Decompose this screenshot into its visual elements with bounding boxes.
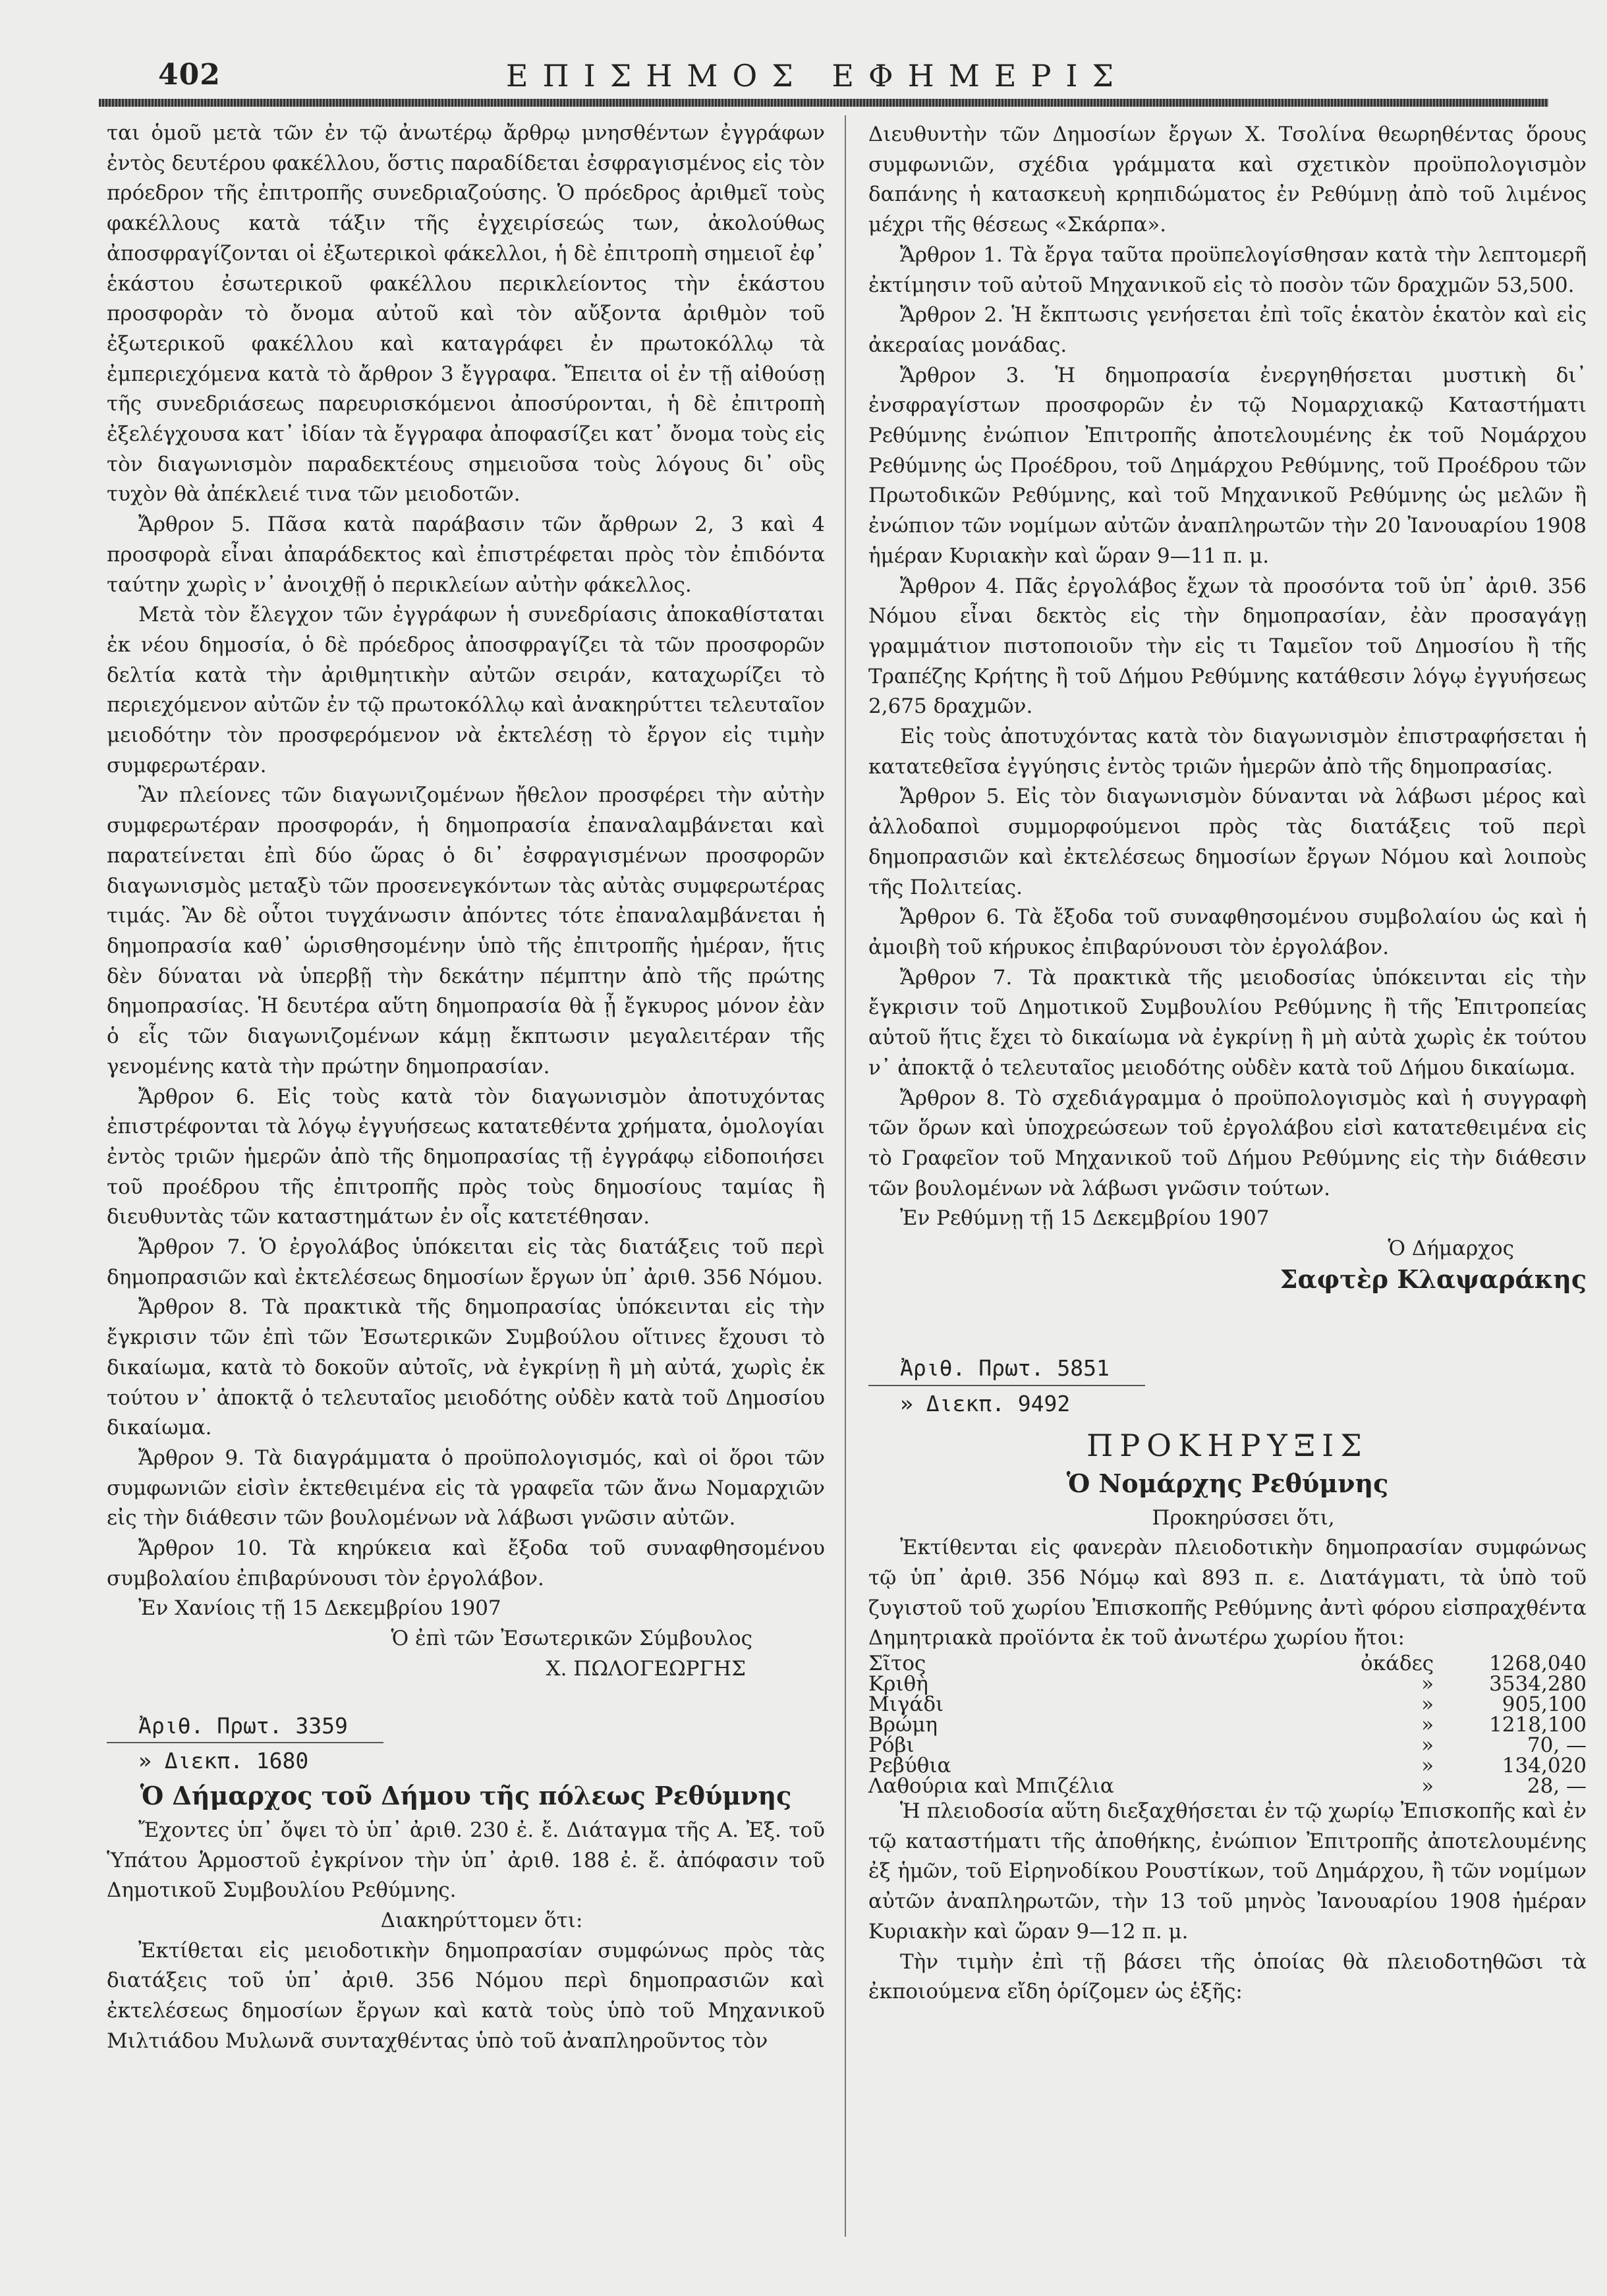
grain-unit: »: [1421, 1713, 1434, 1737]
right-article: Ἄρθρον 6. Τὰ ἔξοδα τοῦ συναφθησομένου συμβολαίου ὡς καὶ ἡ ἀμοιβὴ τοῦ κήρυκος ἐπιβαρύνουσι τὸν ἐργολάβον.: [868, 905, 1587, 959]
ref-rule: [107, 1742, 383, 1743]
left-paragraph: Ἂν πλείονες τῶν διαγωνιζομένων ἤθελον προσφέρει τὴν αὐτὴν συμφερωτέραν προσφοράν, ἡ δημοπρασία ἐπαναλαμβάνεται καὶ παρατείνεται ἐπὶ δύο ὥρας ὁ δι᾽ ἐσφραγισμένων προσφορῶν διαγωνισμὸς μεταξὺ τῶν προσενεγκόντων τὰς αὐτὰς συμφερωτέρας τιμάς. Ἂν δὲ οὗτοι τυγχάνωσιν ἀπόντες τότε ἐπαναλαμβάνεται ἡ δημοπρασία καθ᾽ ὡρισθησομένην ὑπὸ τῆς ἐπιτροπῆς ἡμέραν, ἥτις δὲν δύναται νὰ ὑπερβῇ τὴν δεκάτην πέμπτην ἀπὸ τῆς πρώτης δημοπρασίας. Ἡ δευτέρα αὕτη δημοπρασία θὰ ᾖ ἔγκυρος μόνον ἐὰν ὁ εἷς τῶν διαγωνιζομένων κάμῃ ἔκπτωσιν μεγαλειτέραν τῆς γενομένης κατὰ τὴν πρώτην δημοπρασίαν.: [107, 783, 825, 1078]
grain-qty: 3534,280: [1489, 1672, 1587, 1696]
left-paragraph: Ἐκτίθεται εἰς μειοδοτικὴν δημοπρασίαν συμφώνως πρὸς τὰς διατάξεις τοῦ ὑπ᾽ ἀριθ. 356 Νόμου περὶ δημοπρασιῶν καὶ ἐκτελέσεως δημοσίων ἔργων καὶ κατὰ τοὺς ὑπὸ τοῦ Μηχανικοῦ Μιλτιάδου Μυλωνᾶ συνταχθέντας ὑπὸ τοῦ ἀναπληροῦντος τὸν: [107, 1938, 825, 2053]
grain-name: Κριθὴ: [868, 1672, 928, 1696]
left-paragraph: Μετὰ τὸν ἔλεγχον τῶν ἐγγράφων ἡ συνεδρίασις ἀποκαθίσταται ἐκ νέου δημοσία, ὁ δὲ πρόεδρος ἀποσφραγίζει τὰ τῶν προσφορῶν δελτία κατὰ τὴν ἀριθμητικὴν αὐτῶν σειράν, καταχωρίζει τὸ περιεχόμενον αὐτῶν ἐν τῷ πρωτοκόλλῳ καὶ ἀνακηρύττει τελευταῖον μειοδότην τὸν προσφερόμενον νὰ ἐκτελέσῃ τὸ ἔργον εἰς τιμὴν συμφερωτέραν.: [107, 603, 825, 777]
left-date-line: Ἐν Χανίοις τῇ 15 Δεκεμβρίου 1907: [138, 1596, 501, 1621]
right-date-line: Ἐν Ρεθύμνῃ τῇ 15 Δεκεμβρίου 1907: [900, 1206, 1270, 1231]
grain-row: [868, 1694, 1587, 1715]
grain-qty: 1218,100: [1489, 1713, 1587, 1737]
grain-unit: »: [1421, 1672, 1434, 1696]
grain-name: Μιγάδι: [868, 1693, 944, 1717]
left-notice-heading: Ὁ Δήμαρχος τοῦ Δήμου τῆς πόλεως Ρεθύμνης: [140, 1780, 792, 1810]
grain-name: Σῖτος: [868, 1652, 926, 1676]
right-article: Ἄρθρον 7. Τὰ πρακτικὰ τῆς μειοδοσίας ὑπόκεινται εἰς τὴν ἔγκρισιν τοῦ Δημοτικοῦ Συμβουλίου Ρεθύμνης ἢ τῆς Ἐπιτροπείας αὐτοῦ ἥτις ἔχει τὸ δικαίωμα νὰ ἐγκρίνῃ ἢ μὴ αὐτὰ χωρὶς ἐκ τούτου ν᾽ ἀποκτᾷ ὁ τελευταῖος μειοδότης οὐδὲν κατὰ τοῦ Δήμου δικαίωμα.: [868, 965, 1587, 1080]
grain-name: Βρώμη: [868, 1713, 938, 1737]
page-header: [99, 58, 1535, 98]
left-paragraph: ται ὁμοῦ μετὰ τῶν ἐν τῷ ἀνωτέρῳ ἄρθρῳ μνησθέντων ἐγγράφων ἐντὸς δευτέρου φακέλλου, ὅστις παραδίδεται ἐσφραγισμένος εἰς τὸν πρόεδρον τῆς ἐπιτροπῆς συνεδριαζούσης. Ὁ πρόεδρος ἀριθμεῖ τοὺς φακέλλους κατὰ τάξιν τῆς ἐγχειρίσεώς των, ἀκολούθως ἀποσφραγίζονται οἱ ἐξωτερικοὶ φάκελλοι, ἡ δὲ ἐπιτροπὴ σημειοῖ ἐφ᾽ ἑκάστου ἐσωτερικοῦ φακέλλου περικλείοντος τὴν ἑκάστου προσφορὰν τὸ ὄνομα αὐτοῦ καὶ τὸν αὔξοντα ἀριθμὸν τοῦ ἐξωτερικοῦ φακέλλου καὶ καταγράφει ἐν πρωτοκόλλῳ τὰ ἐμπεριεχόμενα κατὰ τὸ ἄρθρον 3 ἔγγραφα. Ἔπειτα οἱ ἐν τῇ αἰθούσῃ τῆς συνεδριάσεως παρευρισκόμενοι ἀποσύρονται, ἡ δὲ ἐπιτροπὴ ἐξελέγχουσα κατ᾽ ἰδίαν τὰ ἔγγραφα ἀποφασίζει κατ᾽ ὄνομα τοὺς εἰς τὸν διαγωνισμὸν παραδεκτέους σημειοῦσα τοὺς λόγους δι᾽ οὓς τυχὸν θὰ ἀπέκλειέ τινα τῶν μειοδοτῶν.: [107, 121, 825, 507]
grain-unit: »: [1421, 1774, 1434, 1799]
left-paragraph: Ἄρθρον 8. Τὰ πρακτικὰ τῆς δημοπρασίας ὑπόκεινται εἰς τὴν ἔγκρισιν τῶν ἐπὶ τῶν Ἐσωτερικῶν Συμβούλου οἵτινες ἔχουσι τὸ δικαίωμα, κατὰ τὸ δοκοῦν αὐτοῖς, νὰ ἐγκρίνῃ ἢ μὴ αὐτά, χωρὶς ἐκ τούτου ν᾽ ἀποκτᾷ ὁ τελευταῖος μειοδότης οὐδὲν κατὰ τοῦ Δημοσίου δικαίωμα.: [107, 1295, 825, 1440]
grain-name: Ρεβύθια: [868, 1754, 951, 1778]
left-paragraph: Ἔχοντες ὑπ᾽ ὄψει τὸ ὑπ᾽ ἀριθ. 230 ἐ. ἔ. Διάταγμα τῆς Α. Ἐξ. τοῦ Ὑπάτου Ἁρμοστοῦ ἐγκρίνον τὴν ὑπ᾽ ἀριθ. 188 ἐ. ἔ. ἀπόφασιν τοῦ Δημοτικοῦ Συμβουλίου Ρεθύμνης.: [107, 1818, 825, 1903]
grain-qty: 28, —: [1527, 1774, 1587, 1799]
grain-row: [868, 1776, 1587, 1797]
left-ref-protocol: Ἀριθ. Πρωτ. 3359: [138, 1712, 348, 1739]
left-paragraph: Ἄρθρον 9. Τὰ διαγράμματα ὁ προϋπολογισμός, καὶ οἱ ὅροι τῶν συμφωνιῶν εἰσὶν ἐκτεθειμένα εἰς τὰ γραφεῖα τῶν ἄνω Νομαρχιῶν εἰς τὴν διάθεσιν τῶν βουλομένων νὰ λάβωσι γνῶσιν αὐτῶν.: [107, 1445, 825, 1530]
right-article: Ἄρθρον 2. Ἡ ἔκπτωσις γενήσεται ἐπὶ τοῖς ἑκατὸν ἑκατὸν καὶ εἰς ἀκεραίας μονάδας.: [868, 303, 1587, 357]
left-signatory-name: Χ. ΠΩΛΟΓΕΩΡΓΗΣ: [546, 1656, 746, 1681]
grain-table: [868, 1654, 1587, 1797]
spacer: [868, 1294, 1587, 1353]
left-column: [107, 119, 825, 2057]
grain-qty: 70, —: [1527, 1733, 1587, 1758]
left-paragraph: Ἄρθρον 7. Ὁ ἐργολάβος ὑπόκειται εἰς τὰς διατάξεις τοῦ περὶ δημοπρασιῶν καὶ ἐκτελέσεως δημοσίων ἔργων ὑπ᾽ ἀριθ. 356 Νόμου.: [107, 1235, 825, 1289]
left-paragraph: Ἄρθρον 10. Τὰ κηρύκεια καὶ ἔξοδα τοῦ συναφθησομένου συμβολαίου ἐπιβαρύνουσι τὸν ἐργολάβον.: [107, 1536, 825, 1590]
right-article: Εἰς τοὺς ἀποτυχόντας κατὰ τὸν διαγωνισμὸν ἐπιστραφήσεται ἡ κατατεθεῖσα ἐγγύησις ἐντὸς τριῶν ἡμερῶν ἀπὸ τῆς δημοπρασίας.: [868, 725, 1587, 779]
column-divider: [845, 115, 846, 2237]
ref-rule: [868, 1385, 1145, 1386]
grain-row: [868, 1756, 1587, 1776]
right-prokiryssei: Προκηρύσσει ὅτι,: [1152, 1505, 1335, 1530]
header-rule: [99, 99, 1548, 107]
right-paragraph: Διευθυντὴν τῶν Δημοσίων ἔργων Χ. Τσολίνα θεωρηθέντας ὅρους συμφωνιῶν, σχέδια γράμματα καὶ σχετικὸν προϋπολογισμὸν δαπάνης ἡ κατασκευὴ κρηπιδώματος ἐν Ρεθύμνῃ ἀπὸ τοῦ λιμένος μέχρι τῆς θέσεως «Σκάρπα».: [868, 123, 1587, 237]
right-paragraph: Ἐκτίθενται εἰς φανερὰν πλειοδοτικὴν δημοπρασίαν συμφώνως τῷ ὑπ᾽ ἀριθ. 356 Νόμῳ καὶ 893 π. ε. Διατάγματι, τὰ ὑπὸ τοῦ ζυγιστοῦ τοῦ χωρίου Ἐπισκοπῆς Ρεθύμνης ἀντὶ φόρου εἰσπραχθέντα Δημητριακὰ προϊόντα ἐκ τοῦ ἀνωτέρω χωρίου ἤτοι:: [868, 1536, 1587, 1650]
grain-name: Λαθούρια καὶ Μπιζέλια: [868, 1774, 1114, 1799]
right-article: Ἄρθρον 1. Τὰ ἔργα ταῦτα προϋπελογίσθησαν κατὰ τὴν λεπτομερῆ ἐκτίμησιν τοῦ αὐτοῦ Μηχανικοῦ εἰς τὸ ποσὸν τῶν δραχμῶν 53,500.: [868, 242, 1587, 297]
grain-qty: 134,020: [1502, 1754, 1587, 1778]
grain-name: Ρόβι: [868, 1733, 915, 1758]
grain-unit: ὀκάδες: [1361, 1652, 1434, 1676]
right-article: Ἄρθρον 3. Ἡ δημοπρασία ἐνεργηθήσεται μυστικὴ δι᾽ ἐνσφραγίστων προσφορῶν ἐν τῷ Νομαρχιακῷ Καταστήματι Ρεθύμνης ἐνώπιον Ἐπιτροπῆς ἀποτελουμένης ἐκ τοῦ Νομάρχου Ρεθύμνης ὡς Προέδρου, τοῦ Δημάρχου Ρεθύμνης, τοῦ Προέδρου τῶν Πρωτοδικῶν Ρεθύμνης, καὶ τοῦ Μηχανικοῦ Ρεθύμνης ὡς μελῶν ἢ ἐνώπιον τῶν νομίμων αὐτῶν ἀναπληρωτῶν τὴν 20 Ἰανουαρίου 1908 ἡμέραν Κυριακὴν καὶ ὥραν 9—11 π. μ.: [868, 363, 1587, 568]
right-paragraph: Τὴν τιμὴν ἐπὶ τῇ βάσει τῆς ὁποίας θὰ πλειοδοτηθῶσι τὰ ἐκποιούμενα εἴδη ὁρίζομεν ὡς ἑξῆς:: [868, 1949, 1587, 2004]
left-signatory-role: Ὁ ἐπὶ τῶν Ἐσωτερικῶν Σύμβουλος: [391, 1627, 752, 1651]
prefect-heading: Ὁ Νομάρχης Ρεθύμνης: [1066, 1468, 1389, 1498]
grain-qty: 905,100: [1502, 1693, 1587, 1717]
grain-row: [868, 1715, 1587, 1735]
grain-row: [868, 1654, 1587, 1674]
grain-unit: »: [1421, 1733, 1434, 1758]
proclamations-heading: ΠΡΟΚΗΡΥΞΙΣ: [1086, 1427, 1368, 1463]
right-ref-diekp: » Διεκπ. 9492: [900, 1391, 1071, 1417]
right-signatory-name: Σαφτὲρ Κλαψαράκης: [1280, 1264, 1587, 1294]
page-number: 402: [158, 58, 221, 92]
grain-row: [868, 1735, 1587, 1756]
right-column: [868, 120, 1587, 2007]
right-signatory-role: Ὁ Δήμαρχος: [1388, 1237, 1514, 1261]
grain-row: [868, 1674, 1587, 1694]
left-paragraph: Ἄρθρον 5. Πᾶσα κατὰ παράβασιν τῶν ἄρθρων 2, 3 καὶ 4 προσφορὰ εἶναι ἀπαράδεκτος καὶ ἐπιστρέφεται πρὸς τὸν ἐπιδόντα ταύτην χωρὶς ν᾽ ἀνοιχθῇ ὁ περικλείων αὐτὴν φάκελλος.: [107, 513, 825, 597]
left-diakiryttomen: Διακηρύττομεν ὅτι:: [380, 1909, 583, 1933]
right-paragraph: Ἡ πλειοδοσία αὕτη διεξαχθήσεται ἐν τῷ χωρίῳ Ἐπισκοπῆς καὶ ἐν τῷ καταστήματι τῆς ἀποθήκης, ἐνώπιον Ἐπιτροπῆς ἀποτελουμένης ἐξ ἡμῶν, τοῦ Εἰρηνοδίκου Ρουστίκων, τοῦ Δημάρχου, ἢ τῶν νομίμων αὐτῶν ἀναπληρωτῶν, τὴν 13 τοῦ μηνὸς Ἰανουαρίου 1908 ἡμέραν Κυριακὴν καὶ ὥραν 9—12 π. μ.: [868, 1799, 1587, 1944]
grain-unit: »: [1421, 1693, 1434, 1717]
left-paragraph: Ἄρθρον 6. Εἰς τοὺς κατὰ τὸν διαγωνισμὸν ἀποτυχόντας ἐπιστρέφονται τὰ λόγῳ ἐγγυήσεως κατατεθέντα χρήματα, ὁμολογίαι ἐντὸς τριῶν ἡμερῶν ἀπὸ τῆς δημοπρασίας τῇ ἐγγράφῳ εἰδοποιήσει τοῦ προέδρου τῆς ἐπιτροπῆς πρὸς τοὺς δημοσίους ταμίας ἢ διευθυντὰς τῶν καταστημάτων ἐν οἷς κατετέθησαν.: [107, 1084, 825, 1229]
grain-unit: »: [1421, 1754, 1434, 1778]
left-ref-diekp: » Διεκπ. 1680: [138, 1748, 309, 1774]
right-article: Ἄρθρον 5. Εἰς τὸν διαγωνισμὸν δύνανται νὰ λάβωσι μέρος καὶ ἀλλοδαποὶ συμμορφούμενοι πρὸς τὰς διατάξεις τοῦ περὶ δημοπρασιῶν καὶ ἐκτελέσεως δημοσίων ἔργων Νόμου καὶ λοιποὺς τῆς Πολιτείας.: [868, 785, 1587, 899]
journal-title: ΕΠΙΣΗΜΟΣ ΕΦΗΜΕΡΙΣ: [505, 58, 1129, 94]
right-article: Ἄρθρον 8. Τὸ σχεδιάγραμμα ὁ προϋπολογισμὸς καὶ ἡ συγγραφὴ τῶν ὅρων καὶ ὑποχρεώσεων τοῦ ἐργολάβου εἰσὶ κατατεθειμένα εἰς τὸ Γραφεῖον τοῦ Μηχανικοῦ τοῦ Δήμου Ρεθύμνης εἰς τὴν διάθεσιν τῶν βουλομένων νὰ λάβωσι γνῶσιν τούτων.: [868, 1086, 1587, 1200]
grain-qty: 1268,040: [1489, 1652, 1587, 1676]
spacer: [107, 1685, 825, 1711]
right-article: Ἄρθρον 4. Πᾶς ἐργολάβος ἔχων τὰ προσόντα τοῦ ὑπ᾽ ἀριθ. 356 Νόμου εἶναι δεκτὸς εἰς τὴν δημοπρασίαν, ἐὰν προσαγάγῃ γραμμάτιον πιστοποιοῦν τὴν εἰς τι Ταμεῖον τοῦ Δημοσίου ἢ τῆς Τραπέζης Κρήτης ἢ τοῦ Δήμου Ρεθύμνης κατάθεσιν λόγῳ ἐγγυήσεως 2,675 δραχμῶν.: [868, 574, 1587, 719]
right-ref-protocol: Ἀριθ. Πρωτ. 5851: [900, 1355, 1110, 1382]
